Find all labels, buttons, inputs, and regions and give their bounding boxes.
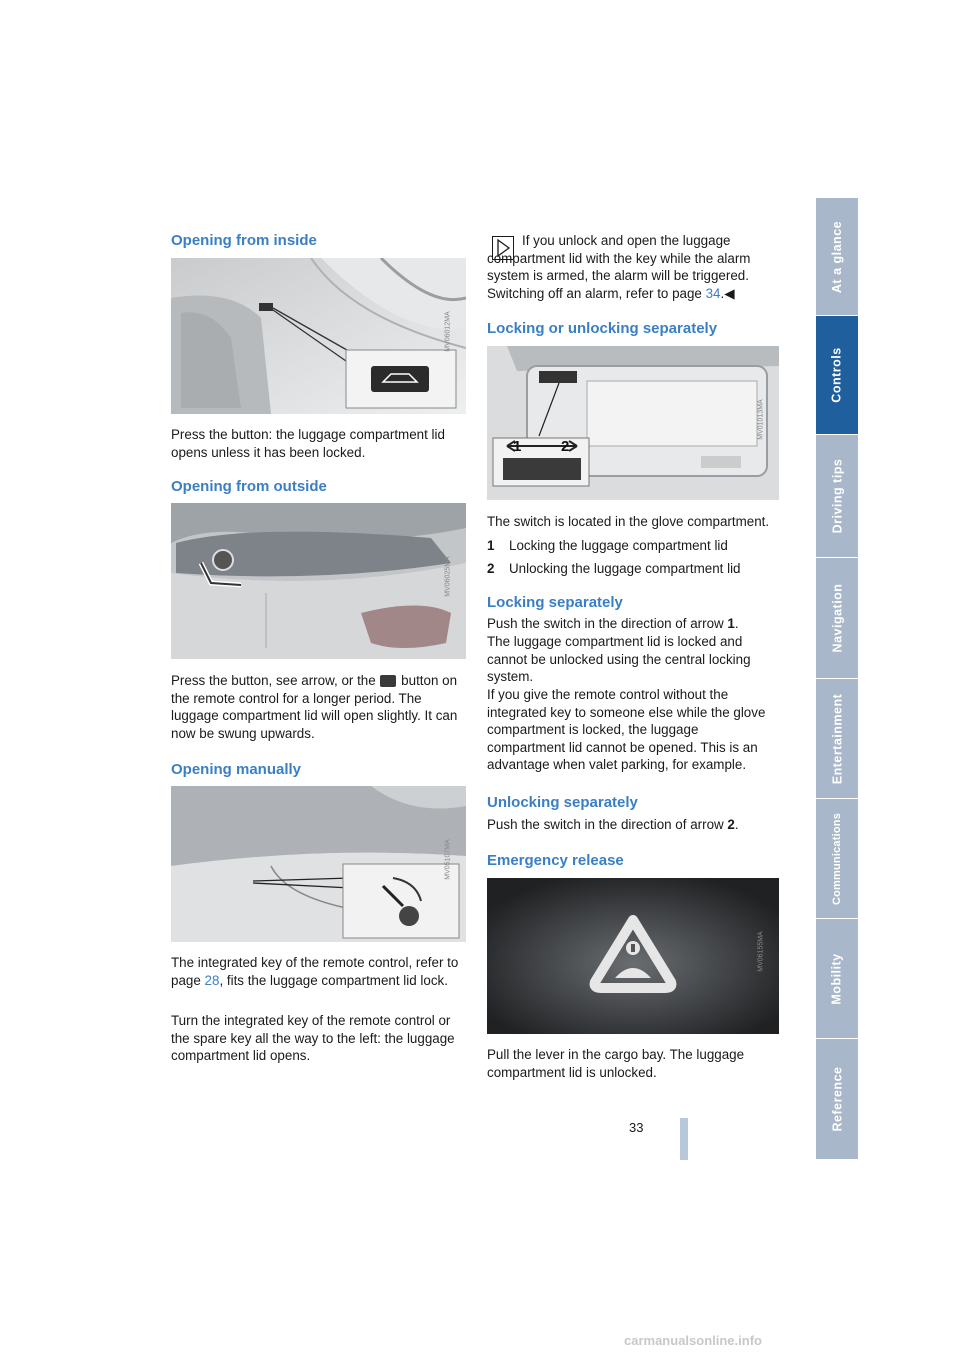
figure-emergency-release <box>487 878 779 1034</box>
heading-opening-from-outside: Opening from outside <box>171 478 327 495</box>
text-part: The integrated key of the remote control, refer to page <box>171 955 459 988</box>
note-alarm-text <box>487 232 783 302</box>
tab-label: Controls <box>830 347 845 403</box>
figure-code: MV06025MA <box>444 556 452 597</box>
text-opening-manually-2: Turn the integrated key of the remote control or the spare key all the way to the left: the luggage compartment lid opens. <box>171 1013 455 1064</box>
figure-code: MV01013MA <box>757 399 765 440</box>
text-locking-separately-2: The luggage compartment lid is locked and cannot be unlocked using the central locking system. <box>487 634 751 685</box>
page-marker-bar <box>680 1118 688 1160</box>
text-part: Push the switch in the direction of arrow <box>487 817 724 832</box>
arrow-number: 1 <box>727 616 735 631</box>
page-link-34[interactable]: 34 <box>705 285 721 301</box>
tab-label: At a glance <box>830 220 844 293</box>
page-link-28[interactable]: 28 <box>204 972 220 988</box>
tab-label: Mobility <box>830 952 844 1005</box>
heading-locking-or-unlocking-separately: Locking or unlocking separately <box>487 320 718 337</box>
text-part: , fits the luggage compartment lid lock. <box>219 972 448 988</box>
list-number: 2 <box>487 561 495 576</box>
list-text: Locking the luggage compartment lid <box>509 538 728 553</box>
tab-label: Communications <box>831 812 843 905</box>
tab-mobility[interactable] <box>816 919 858 1039</box>
tab-label: Driving tips <box>830 458 845 534</box>
text-part: . <box>734 817 739 832</box>
interior-illustration <box>171 258 466 414</box>
text-emergency-release: Pull the lever in the cargo bay. The luggage compartment lid is unlocked. <box>487 1047 745 1080</box>
figure-interior-button <box>171 258 466 414</box>
footer-watermark: carmanualsonline.info <box>624 1333 762 1348</box>
text-part: If you unlock and open the luggage compartment lid with the key while the alarm system is armed, the alarm will be triggered. Switching off an alarm, refer to page <box>487 233 751 301</box>
tab-reference[interactable] <box>816 1039 858 1160</box>
chapter-tabs <box>816 198 858 1160</box>
list-number: 1 <box>487 538 495 553</box>
text-locking-separately-3: If you give the remote control without the integrated key to someone else while the glove compartment is locked, the luggage compartment lid cannot be opened. This is an advantage when valet parking, for example. <box>487 687 766 773</box>
tab-driving-tips[interactable] <box>816 435 858 558</box>
list-item-1 <box>487 537 783 555</box>
tab-label: Entertainment <box>830 693 845 784</box>
heading-opening-manually: Opening manually <box>171 761 302 778</box>
emergency-release-illustration <box>487 878 779 1034</box>
arrow-label-2: 2 <box>561 438 570 455</box>
figure-trunk-lock <box>171 786 466 942</box>
tab-label: Navigation <box>830 583 844 653</box>
figure-code: MV05107MA <box>444 839 452 880</box>
figure-code: MV06155MA <box>757 931 765 972</box>
tab-communications[interactable] <box>816 799 858 919</box>
heading-emergency-release: Emergency release <box>487 852 624 869</box>
text-part: .◀ <box>720 285 735 301</box>
list-item-2 <box>487 560 783 578</box>
text-locking-separately-1 <box>487 615 783 633</box>
text-part: Push the switch in the direction of arrow <box>487 616 724 631</box>
trunk-button-icon <box>380 675 396 687</box>
trunk-illustration <box>171 503 466 659</box>
text-opening-from-inside: Press the button: the luggage compartment lid opens unless it has been locked. <box>171 427 445 460</box>
arrow-number: 2 <box>727 817 735 832</box>
tab-at-a-glance[interactable] <box>816 198 858 316</box>
heading-locking-separately: Locking separately <box>487 594 623 611</box>
text-switch-location: The switch is located in the glove compartment. <box>487 514 770 529</box>
figure-code: MV06012MA <box>444 311 452 352</box>
text-part: . <box>734 616 739 631</box>
heading-opening-from-inside: Opening from inside <box>171 232 317 249</box>
text-opening-from-outside <box>171 672 467 742</box>
heading-unlocking-separately: Unlocking separately <box>487 794 638 811</box>
tab-entertainment[interactable] <box>816 679 858 799</box>
text-unlocking-separately <box>487 816 783 834</box>
glove-compartment-illustration <box>487 346 779 500</box>
figure-glove-compartment <box>487 346 779 500</box>
arrow-label-1: 1 <box>513 438 522 455</box>
lock-illustration <box>171 786 466 942</box>
text-opening-manually-1 <box>171 954 467 989</box>
list-text: Unlocking the luggage compartment lid <box>509 561 741 576</box>
text-part: button on the remote control for a longer period. The luggage compartment lid will open slightly. It can now be swung upwards. <box>171 673 458 741</box>
tab-navigation[interactable] <box>816 558 858 679</box>
tab-controls[interactable] <box>816 316 858 435</box>
tab-label: Reference <box>830 1066 845 1132</box>
figure-trunk-exterior <box>171 503 466 659</box>
page-number: 33 <box>629 1120 644 1135</box>
text-part: Press the button, see arrow, or the <box>171 673 376 688</box>
